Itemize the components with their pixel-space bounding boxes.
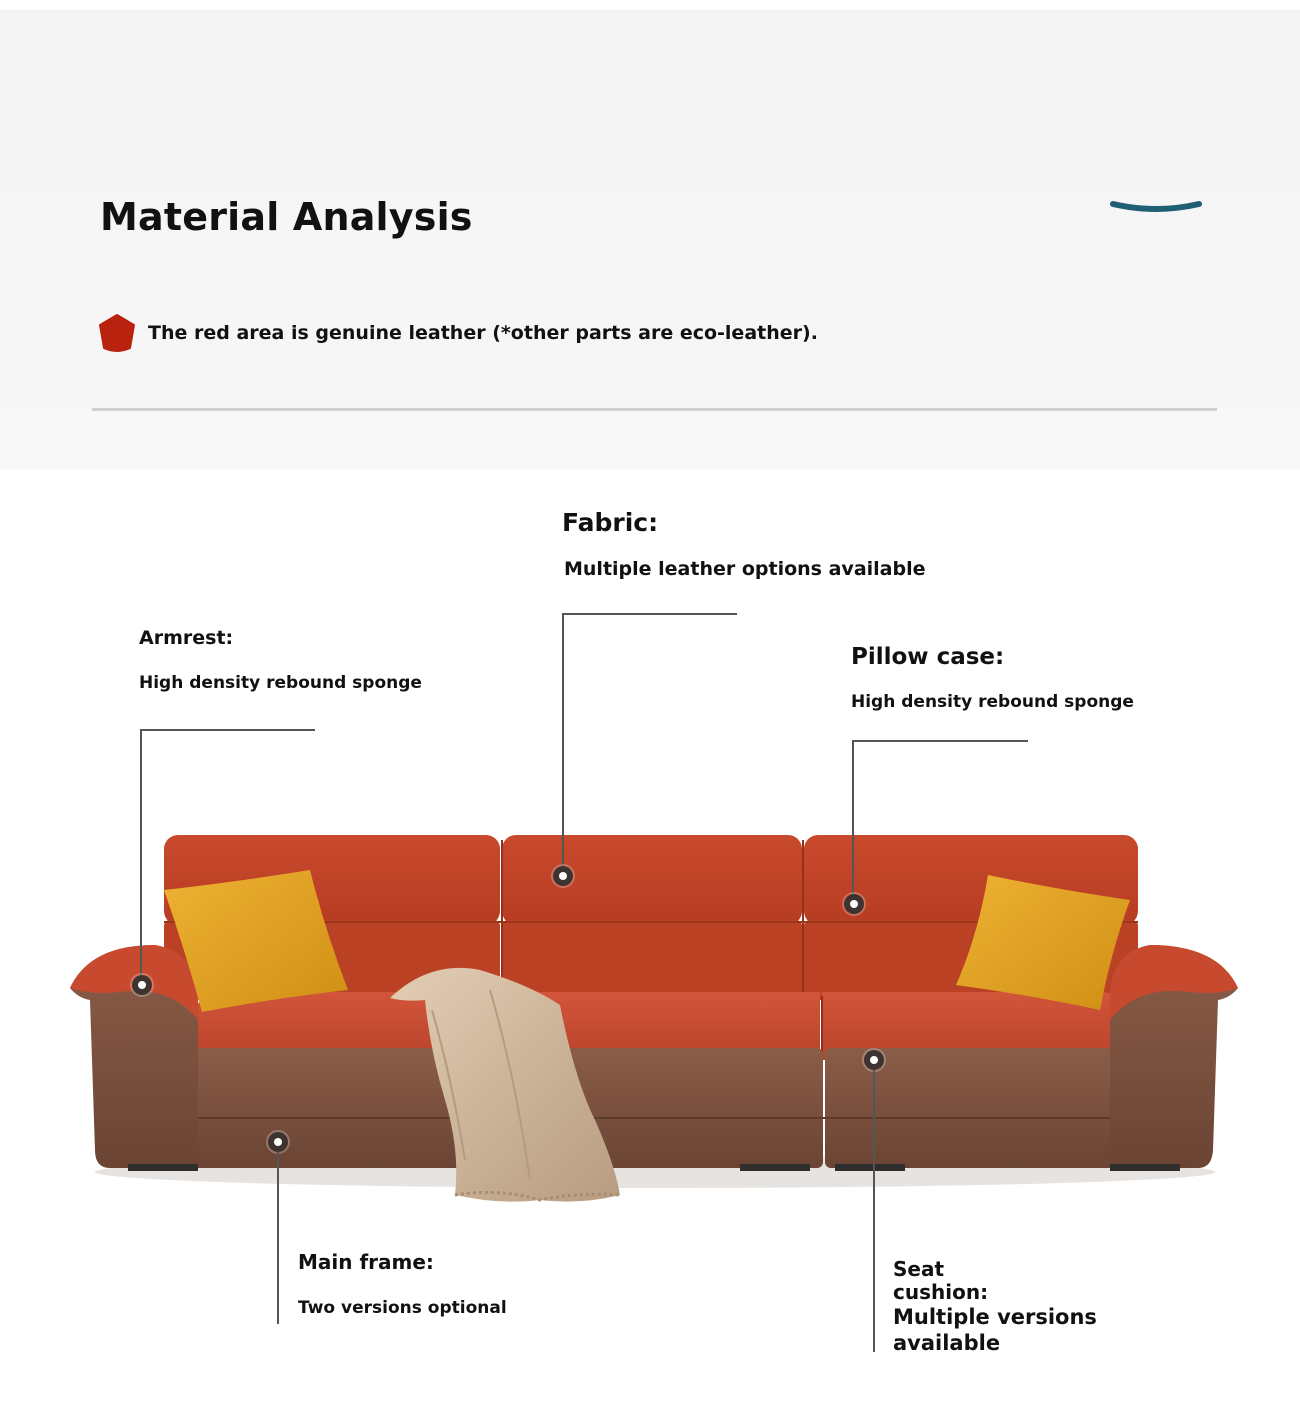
armrest-marker (132, 975, 152, 995)
seat-cushion-title-line2: cushion: (893, 1280, 989, 1304)
armrest-leader (140, 729, 315, 986)
fabric-leader (562, 613, 737, 877)
main-frame-title: Main frame: (298, 1250, 434, 1274)
pillow-case-description: High density rebound sponge (851, 692, 1134, 712)
top-band (0, 0, 1300, 10)
page-title: Material Analysis (100, 195, 473, 239)
accent-swoosh-icon (1110, 196, 1202, 218)
fabric-description: Multiple leather options available (564, 558, 926, 580)
fabric-marker (553, 866, 573, 886)
seat-cushion-marker (864, 1050, 884, 1070)
seat-cushion-leader (873, 1070, 875, 1352)
seat-cushion-description-line1: Multiple versions (893, 1305, 1097, 1329)
pillow-case-marker (844, 894, 864, 914)
seat-cushion-description-line2: available (893, 1331, 1001, 1355)
main-frame-leader (277, 1152, 279, 1324)
main-frame-description: Two versions optional (298, 1298, 507, 1318)
divider (92, 408, 1217, 411)
pillow-case-title: Pillow case: (851, 644, 1005, 670)
seat-cushion-title-line1: Seat (893, 1257, 945, 1281)
legend-text: The red area is genuine leather (*other parts are eco-leather). (148, 322, 818, 344)
armrest-description: High density rebound sponge (139, 673, 422, 693)
pillow-case-leader (852, 740, 1028, 904)
legend-row (96, 312, 818, 354)
main-frame-marker (268, 1132, 288, 1152)
red-pentagon-icon (96, 312, 138, 354)
armrest-title: Armrest: (139, 627, 234, 649)
fabric-title: Fabric: (562, 508, 659, 537)
